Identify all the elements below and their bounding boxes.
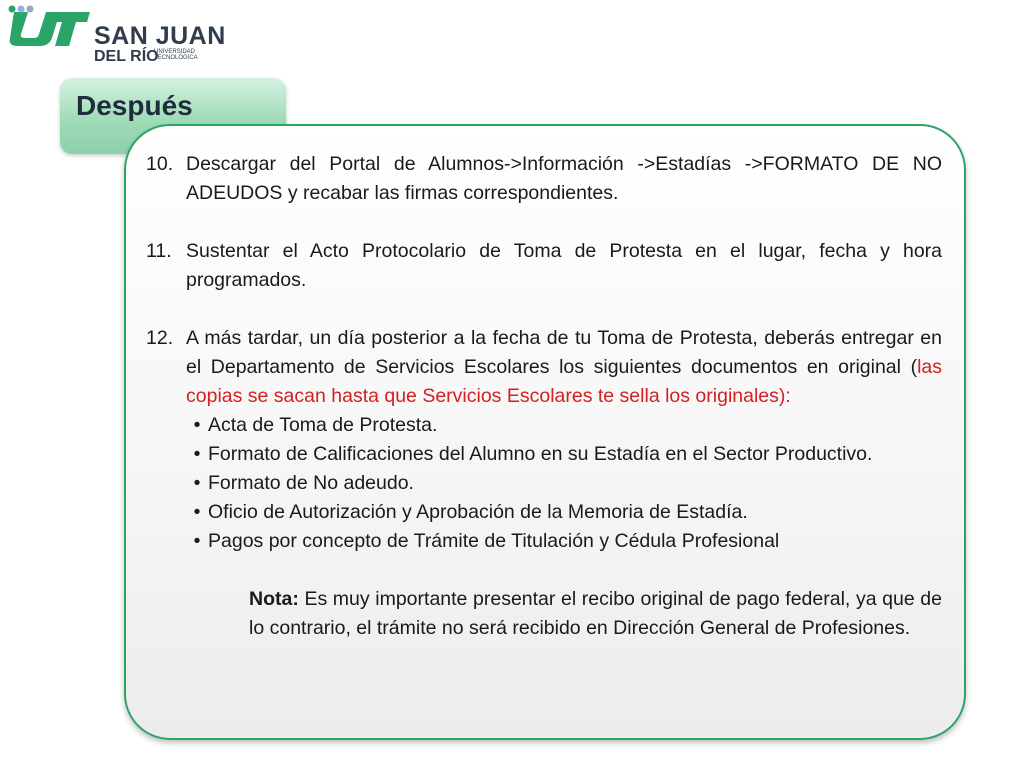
bullet-icon: • xyxy=(193,414,201,436)
content-list xyxy=(146,150,942,643)
item-text: Descargar del Portal de Alumnos->Información ->Estadías ->FORMATO DE NO ADEUDOS y recabar las firmas correspondientes. xyxy=(186,153,942,204)
bullet-text: Formato de Calificaciones del Alumno en su Estadía en el Sector Productivo. xyxy=(208,443,873,465)
list-item-10 xyxy=(146,150,942,208)
note-label: Nota: xyxy=(249,588,299,610)
list-item-11 xyxy=(146,237,942,295)
bullet-icon: • xyxy=(193,472,201,494)
item-text-main: A más tardar, un día posterior a la fecha de tu Toma de Protesta, deberás entregar en el Departamento de Servicios Escolares los siguientes documentos en original ( xyxy=(186,327,942,378)
item-text: Sustentar el Acto Protocolario de Toma de Protesta en el lugar, fecha y hora programados. xyxy=(186,240,942,291)
bullet-text: Pagos por concepto de Trámite de Titulación y Cédula Profesional xyxy=(208,530,780,552)
list-item xyxy=(146,440,942,469)
logo-dots-icon xyxy=(8,4,34,14)
logo-text-del-rio: DEL RÍO xyxy=(94,48,159,65)
list-item xyxy=(146,498,942,527)
item-text xyxy=(186,324,942,411)
bullet-icon: • xyxy=(193,443,201,465)
university-logo xyxy=(8,4,228,68)
logo-text-universidad: UNIVERSIDAD TECNOLÓGICA xyxy=(154,49,198,61)
bullet-icon: • xyxy=(193,501,201,523)
list-item xyxy=(146,411,942,440)
note-paragraph xyxy=(249,585,942,643)
list-item xyxy=(146,469,942,498)
documents-list xyxy=(146,411,942,556)
item-number: 11. xyxy=(146,240,172,262)
item-number: 12. xyxy=(146,327,174,349)
bullet-icon: • xyxy=(193,530,201,552)
item-text-highlight: las copias se sacan hasta que Servicios Escolares te sella los originales): xyxy=(186,356,942,407)
list-item-12 xyxy=(146,324,942,411)
item-number: 10. xyxy=(146,153,174,175)
logo-text-san-juan: SAN JUAN xyxy=(94,22,226,50)
note-text: Es muy importante presentar el recibo original de pago federal, ya que de lo contrario, el trámite no será recibido en Dirección General de Profesiones. xyxy=(249,588,942,639)
bullet-text: Oficio de Autorización y Aprobación de la Memoria de Estadía. xyxy=(208,501,748,523)
page-title: Después xyxy=(76,90,193,121)
bullet-text: Acta de Toma de Protesta. xyxy=(208,414,438,436)
list-item xyxy=(146,527,942,556)
bullet-text: Formato de No adeudo. xyxy=(208,472,414,494)
